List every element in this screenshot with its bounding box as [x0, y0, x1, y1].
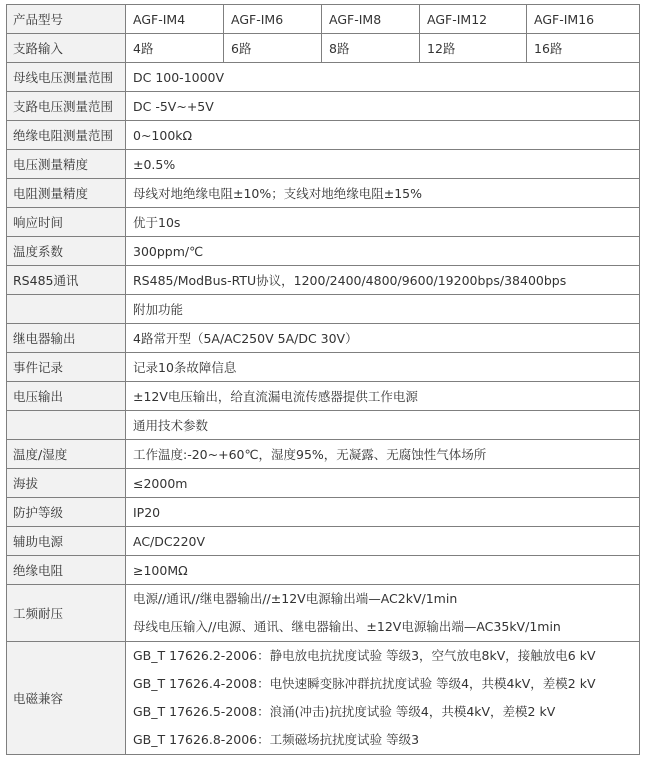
row-value: 母线对地绝缘电阻±10%；支线对地绝缘电阻±15%	[126, 179, 640, 208]
row-bus-voltage-range	[7, 63, 640, 92]
row-temperature-humidity	[7, 440, 640, 469]
withstand-line: 母线电压输入//电源、通讯、继电器输出、±12V电源输出端—AC35kV/1min	[133, 619, 561, 634]
section-heading: 附加功能	[126, 295, 640, 324]
row-protection-class	[7, 498, 640, 527]
spec-table	[6, 4, 640, 755]
row-value: DC 100-1000V	[126, 63, 640, 92]
row-value-multiline	[126, 642, 640, 755]
row-event-log	[7, 353, 640, 382]
row-voltage-output	[7, 382, 640, 411]
row-value: DC -5V~+5V	[126, 92, 640, 121]
row-temperature-coefficient	[7, 237, 640, 266]
row-label: 工频耐压	[7, 585, 126, 642]
row-insulation-resistance	[7, 556, 640, 585]
row-label: 产品型号	[7, 5, 126, 34]
row-branch-voltage-range	[7, 92, 640, 121]
row-label: 温度/湿度	[7, 440, 126, 469]
row-section-general	[7, 411, 640, 440]
row-response-time	[7, 208, 640, 237]
row-label: 电压输出	[7, 382, 126, 411]
branch-cell: 12路	[420, 34, 527, 63]
model-cell: AGF-IM16	[527, 5, 640, 34]
row-label: 支路电压测量范围	[7, 92, 126, 121]
row-value: ±0.5%	[126, 150, 640, 179]
branch-cell: 4路	[126, 34, 224, 63]
model-cell: AGF-IM12	[420, 5, 527, 34]
row-withstand-voltage	[7, 585, 640, 642]
emc-line: GB_T 17626.5-2008：浪涌(冲击)抗扰度试验 等级4，共模4kV，差模2 kV	[133, 704, 556, 719]
row-value: 优于10s	[126, 208, 640, 237]
row-value: ≥100MΩ	[126, 556, 640, 585]
row-altitude	[7, 469, 640, 498]
row-value: AC/DC220V	[126, 527, 640, 556]
row-label: 电阻测量精度	[7, 179, 126, 208]
row-label: 辅助电源	[7, 527, 126, 556]
row-resistance-accuracy	[7, 179, 640, 208]
row-value: ±12V电压输出，给直流漏电流传感器提供工作电源	[126, 382, 640, 411]
row-value: 0~100kΩ	[126, 121, 640, 150]
row-label: 电磁兼容	[7, 642, 126, 755]
row-auxiliary-power	[7, 527, 640, 556]
emc-line: GB_T 17626.4-2008：电快速瞬变脉冲群抗扰度试验 等级4，共模4kV，差模2 kV	[133, 676, 596, 691]
row-label: 事件记录	[7, 353, 126, 382]
row-value: 记录10条故障信息	[126, 353, 640, 382]
row-label: 绝缘电阻	[7, 556, 126, 585]
row-rs485	[7, 266, 640, 295]
model-cell: AGF-IM4	[126, 5, 224, 34]
row-value: RS485/ModBus-RTU协议，1200/2400/4800/9600/19200bps/38400bps	[126, 266, 640, 295]
row-value: ≤2000m	[126, 469, 640, 498]
branch-cell: 8路	[322, 34, 420, 63]
model-cell: AGF-IM8	[322, 5, 420, 34]
row-label: 响应时间	[7, 208, 126, 237]
row-value: 300ppm/℃	[126, 237, 640, 266]
row-value: 工作温度:-20~+60℃，湿度95%，无凝露、无腐蚀性气体场所	[126, 440, 640, 469]
row-insulation-range	[7, 121, 640, 150]
row-label: 支路输入	[7, 34, 126, 63]
row-label: 继电器输出	[7, 324, 126, 353]
emc-line: GB_T 17626.2-2006：静电放电抗扰度试验 等级3，空气放电8kV，接触放电6 kV	[133, 648, 596, 663]
row-label: 防护等级	[7, 498, 126, 527]
row-section-additional	[7, 295, 640, 324]
row-value-multiline	[126, 585, 640, 642]
row-label: 电压测量精度	[7, 150, 126, 179]
row-relay-output	[7, 324, 640, 353]
branch-cell: 16路	[527, 34, 640, 63]
row-voltage-accuracy	[7, 150, 640, 179]
row-emc	[7, 642, 640, 755]
section-heading: 通用技术参数	[126, 411, 640, 440]
row-label: 母线电压测量范围	[7, 63, 126, 92]
model-cell: AGF-IM6	[224, 5, 322, 34]
row-label: 海拔	[7, 469, 126, 498]
row-label	[7, 295, 126, 324]
row-models	[7, 5, 640, 34]
row-value: 4路常开型（5A/AC250V 5A/DC 30V）	[126, 324, 640, 353]
row-label	[7, 411, 126, 440]
row-branch-inputs	[7, 34, 640, 63]
row-label: RS485通讯	[7, 266, 126, 295]
row-label: 绝缘电阻测量范围	[7, 121, 126, 150]
branch-cell: 6路	[224, 34, 322, 63]
row-value: IP20	[126, 498, 640, 527]
emc-line: GB_T 17626.8-2006：工频磁场抗扰度试验 等级3	[133, 732, 420, 747]
withstand-line: 电源//通讯//继电器输出//±12V电源输出端—AC2kV/1min	[133, 591, 458, 606]
row-label: 温度系数	[7, 237, 126, 266]
